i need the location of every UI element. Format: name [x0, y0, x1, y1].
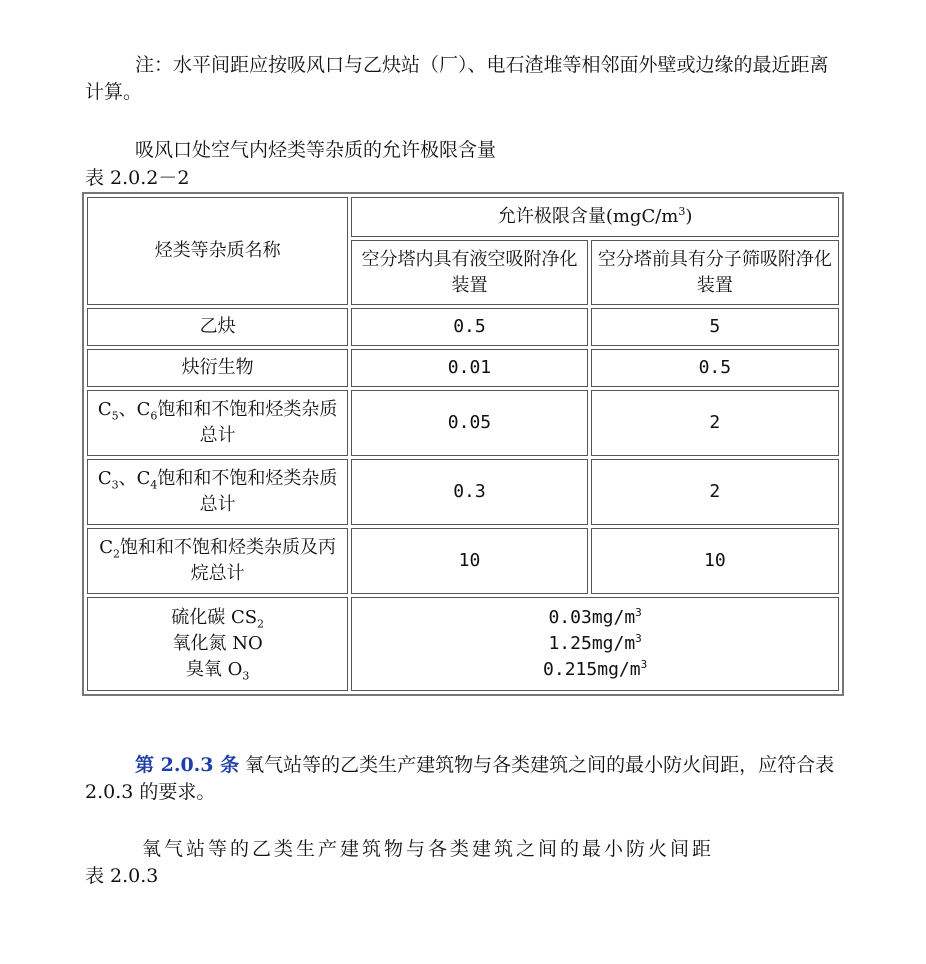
header-impurity-name: 烃类等杂质名称 — [87, 197, 348, 305]
impurity-limit-table — [82, 192, 844, 696]
row-name: $C_3$、$C_4$饱和和不饱和烃类杂质总计 — [87, 459, 348, 525]
header-col-liquid-air: 空分塔内具有液空吸附净化装置 — [351, 240, 587, 305]
article-text: 氧气站等的乙类生产建筑物与各类建筑之间的最小防火间距，应符合表 2.0.3 的要求。 — [85, 754, 835, 803]
row-name-gases: 硫化碳 $CS_2$ 氧化氮 NO 臭氧 $O_3$ — [87, 597, 348, 691]
table-number: 表 2.0.2－2 — [85, 167, 190, 189]
row-value-1: 0.05 — [351, 390, 587, 456]
row-value-1: 0.3 — [351, 459, 587, 525]
article-paragraph — [85, 752, 845, 806]
header-limit: 允许极限含量$(mgC/m^3)$ — [351, 197, 839, 237]
row-value-2: 2 — [591, 459, 839, 525]
row-value-1: 0.5 — [351, 308, 587, 346]
row-value-gases: $0.03mg/m^3$ $1.25mg/m^3$ $0.215mg/m^3$ — [351, 597, 839, 691]
note-paragraph: 注：水平间距应按吸风口与乙炔站（厂）、电石渣堆等相邻面外壁或边缘的最近距离计算。 — [85, 54, 829, 103]
row-value-2: 0.5 — [591, 349, 839, 387]
table2-caption: 氧气站等的乙类生产建筑物与各类建筑之间的最小防火间距 表 2.0.3 — [85, 836, 845, 890]
table-caption: 吸风口处空气内烃类等杂质的允许极限含量 — [135, 139, 497, 161]
row-name: 乙炔 — [87, 308, 348, 346]
row-value-1: 10 — [351, 528, 587, 594]
row-value-2: 10 — [591, 528, 839, 594]
row-value-2: 5 — [591, 308, 839, 346]
row-name: $C_5$、$C_6$饱和和不饱和烃类杂质总计 — [87, 390, 348, 456]
row-name: 炔衍生物 — [87, 349, 348, 387]
row-name: $C_2$饱和和不饱和烃类杂质及丙烷总计 — [87, 528, 348, 594]
article-label: 第 2.0.3 条 — [135, 754, 240, 776]
header-col-molecular-sieve: 空分塔前具有分子筛吸附净化装置 — [591, 240, 839, 305]
row-value-1: 0.01 — [351, 349, 587, 387]
row-value-2: 2 — [591, 390, 839, 456]
table2-number: 表 2.0.3 — [85, 865, 159, 887]
